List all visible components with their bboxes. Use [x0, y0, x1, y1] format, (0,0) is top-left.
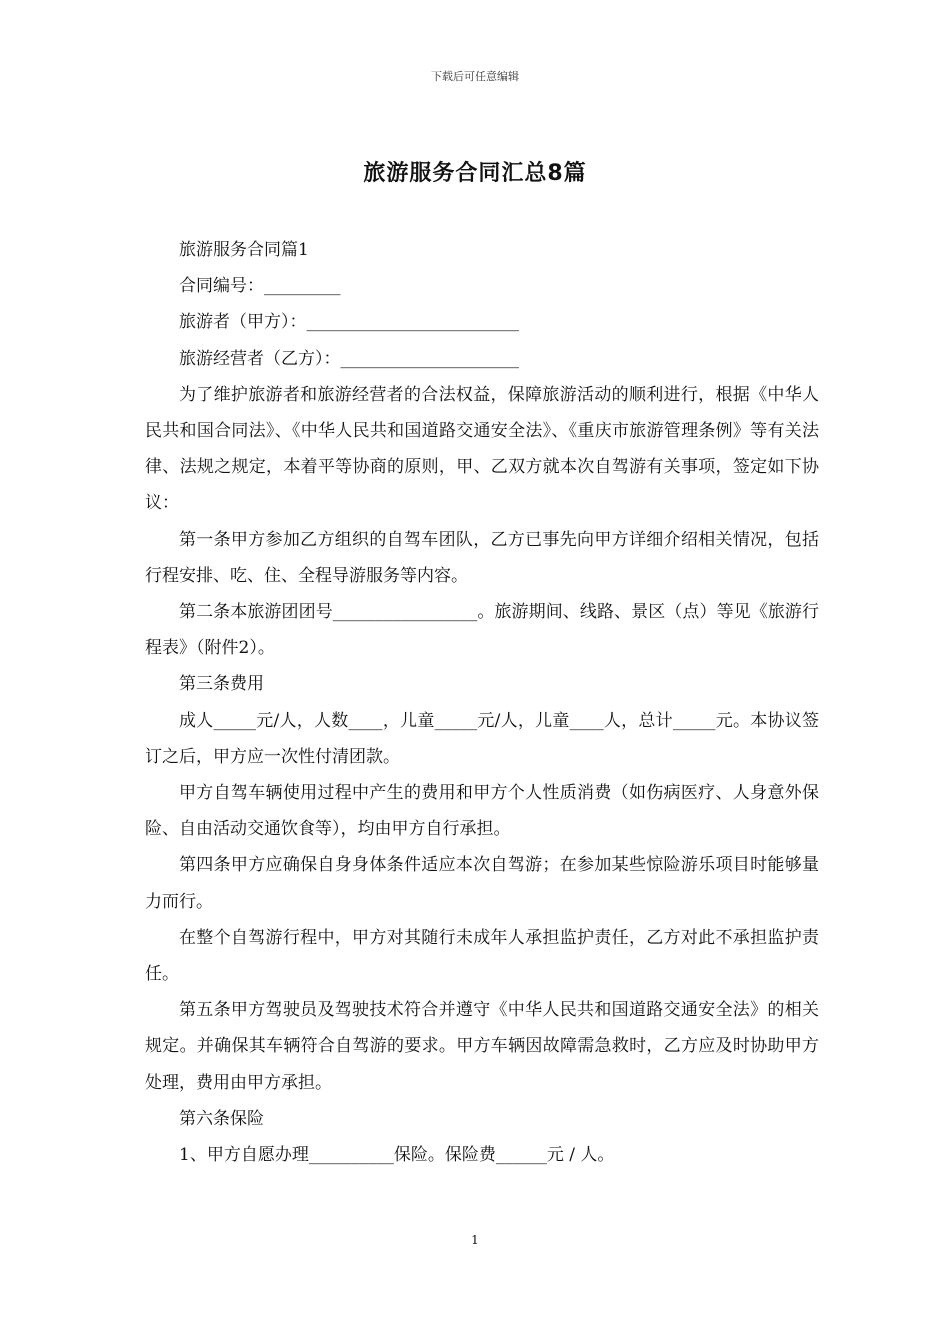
paragraph: 旅游服务合同篇1 [179, 240, 309, 260]
page-header-note: 下载后可任意编辑 [431, 70, 519, 83]
paragraph: 第二条本旅游团团号_________________。旅游期间、线路、景区（点）等见《旅游行程表》（附件2）。 [145, 602, 819, 659]
paragraph: 旅游者（甲方）：_________________________ [179, 312, 519, 333]
paragraph: 1、甲方自愿办理__________保险。保险费______元 / 人。 [179, 1145, 615, 1166]
document-body [145, 232, 819, 1173]
paragraph: 第三条费用 [179, 674, 264, 695]
paragraph: 旅游经营者（乙方）：_____________________ [179, 348, 519, 369]
page-number: 1 [471, 1233, 479, 1247]
paragraph: 在整个自驾游行程中，甲方对其随行未成年人承担监护责任，乙方对此不承担监护责任。 [145, 927, 819, 985]
paragraph: 第六条保险 [179, 1108, 264, 1129]
paragraph: 合同编号：_________ [179, 276, 341, 297]
paragraph: 成人_____元/人，人数____，儿童_____元/人，儿童____人，总计_____元。本协议签订之后，甲方应一次性付清团款。 [145, 710, 819, 767]
paragraph: 第四条甲方应确保自身身体条件适应本次自驾游；在参加某些惊险游乐项目时能够量力而行。 [145, 855, 819, 912]
document-title: 旅游服务合同汇总8篇 [363, 161, 587, 186]
paragraph: 第一条甲方参加乙方组织的自驾车团队，乙方已事先向甲方详细介绍相关情况，包括行程安排、吃、住、全程导游服务等内容。 [145, 529, 819, 586]
paragraph: 甲方自驾车辆使用过程中产生的费用和甲方个人性质消费（如伤病医疗、人身意外保险、自由活动交通饮食等），均由甲方自行承担。 [145, 783, 819, 840]
paragraph: 为了维护旅游者和旅游经营者的合法权益，保障旅游活动的顺利进行，根据《中华人民共和国合同法》、《中华人民共和国道路交通安全法》、《重庆市旅游管理条例》等有关法律、法规之规定，本着平等协商的原则，甲、乙双方就本次自驾游有关事项，签定如下协议： [145, 384, 819, 514]
paragraph: 第五条甲方驾驶员及驾驶技术符合并遵守《中华人民共和国道路交通安全法》的相关规定。并确保其车辆符合自驾游的要求。甲方车辆因故障需急救时，乙方应及时协助甲方处理，费用由甲方承担。 [145, 1000, 819, 1093]
